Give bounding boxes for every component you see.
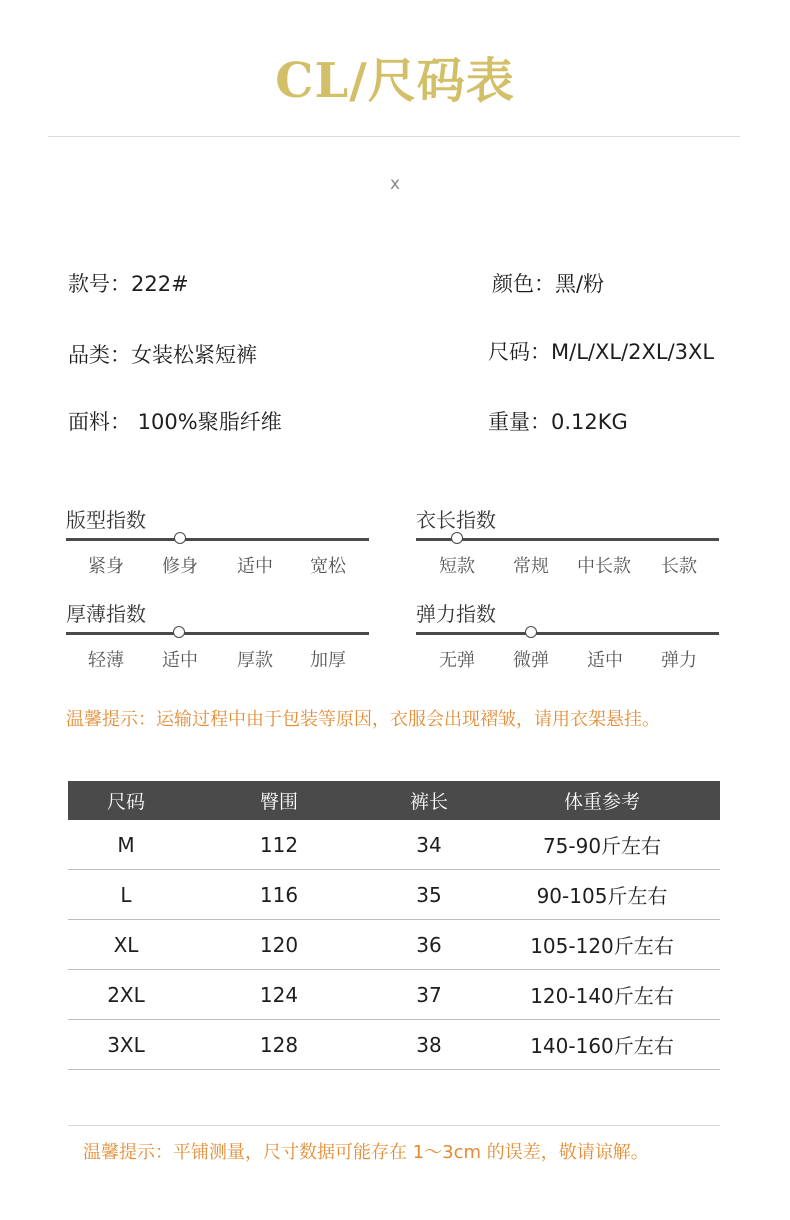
length-scale <box>416 506 719 576</box>
scale-label: 无弹 <box>439 650 475 671</box>
scale-track <box>66 632 369 635</box>
table-row <box>68 970 720 1020</box>
table-cell: 120 <box>184 920 374 970</box>
scale-label: 厚款 <box>237 650 273 671</box>
table-cell: 37 <box>374 970 484 1020</box>
table-cell: 2XL <box>68 970 184 1020</box>
column-header: 裤长 <box>374 781 484 820</box>
scale-marker-icon <box>173 626 185 638</box>
column-header: 体重参考 <box>484 781 720 820</box>
scale-label: 适中 <box>587 650 623 671</box>
scale-track <box>66 538 369 541</box>
column-header: 臀围 <box>184 781 374 820</box>
sizes-info: 尺码：M/L/XL/2XL/3XL <box>488 340 715 364</box>
scale-track <box>416 632 719 635</box>
close-icon[interactable]: x <box>389 174 401 194</box>
table-cell: 38 <box>374 1020 484 1070</box>
table-cell: 34 <box>374 820 484 870</box>
scale-label: 长款 <box>661 556 697 577</box>
scale-label: 短款 <box>439 556 475 577</box>
table-row <box>68 870 720 920</box>
scale-title: 衣长指数 <box>416 508 496 532</box>
category-info: 品类：女装松紧短裤 <box>68 343 257 367</box>
table-cell: 75-90斤左右 <box>484 820 720 870</box>
table-cell: XL <box>68 920 184 970</box>
table-row <box>68 820 720 870</box>
table-cell: 140-160斤左右 <box>484 1020 720 1070</box>
column-header: 尺码 <box>68 781 184 820</box>
scale-label: 中长款 <box>577 556 631 577</box>
style-number: 款号：222# <box>68 272 189 296</box>
scale-marker-icon <box>174 532 186 544</box>
scale-label: 紧身 <box>88 556 124 577</box>
page-title: CL/尺码表 <box>275 53 515 109</box>
scale-label: 常规 <box>513 556 549 577</box>
scale-label: 适中 <box>162 650 198 671</box>
elasticity-scale <box>416 600 719 670</box>
table-cell: 36 <box>374 920 484 970</box>
table-cell: 116 <box>184 870 374 920</box>
scale-label: 宽松 <box>310 556 346 577</box>
divider <box>68 1125 720 1126</box>
table-row <box>68 920 720 970</box>
color-info: 颜色：黑/粉 <box>492 272 605 296</box>
scale-label: 轻薄 <box>88 650 124 671</box>
fabric-info: 面料： 100%聚脂纤维 <box>68 410 282 434</box>
scale-track <box>416 538 719 541</box>
divider <box>48 136 740 137</box>
scale-label: 微弹 <box>513 650 549 671</box>
scale-label: 加厚 <box>310 650 346 671</box>
scale-label: 修身 <box>162 556 198 577</box>
thickness-scale <box>66 600 369 670</box>
shipping-tip: 温馨提示：运输过程中由于包装等原因，衣服会出现褶皱，请用衣架悬挂。 <box>66 709 660 730</box>
scale-title: 版型指数 <box>66 508 146 532</box>
scale-label: 弹力 <box>661 650 697 671</box>
fit-scale <box>66 506 369 576</box>
table-cell: 35 <box>374 870 484 920</box>
table-cell: 120-140斤左右 <box>484 970 720 1020</box>
scale-label: 适中 <box>237 556 273 577</box>
table-cell: 112 <box>184 820 374 870</box>
table-cell: 124 <box>184 970 374 1020</box>
scale-title: 弹力指数 <box>416 602 496 626</box>
scale-title: 厚薄指数 <box>66 602 146 626</box>
table-cell: 90-105斤左右 <box>484 870 720 920</box>
table-cell: L <box>68 870 184 920</box>
weight-info: 重量：0.12KG <box>488 410 628 434</box>
size-chart-table <box>68 781 720 1070</box>
table-cell: M <box>68 820 184 870</box>
table-cell: 105-120斤左右 <box>484 920 720 970</box>
scale-marker-icon <box>451 532 463 544</box>
table-cell: 3XL <box>68 1020 184 1070</box>
table-cell: 128 <box>184 1020 374 1070</box>
scale-marker-icon <box>525 626 537 638</box>
table-header-row <box>68 781 720 820</box>
table-row <box>68 1020 720 1070</box>
measurement-tip: 温馨提示：平铺测量，尺寸数据可能存在 1～3cm 的误差，敬请谅解。 <box>83 1142 649 1163</box>
